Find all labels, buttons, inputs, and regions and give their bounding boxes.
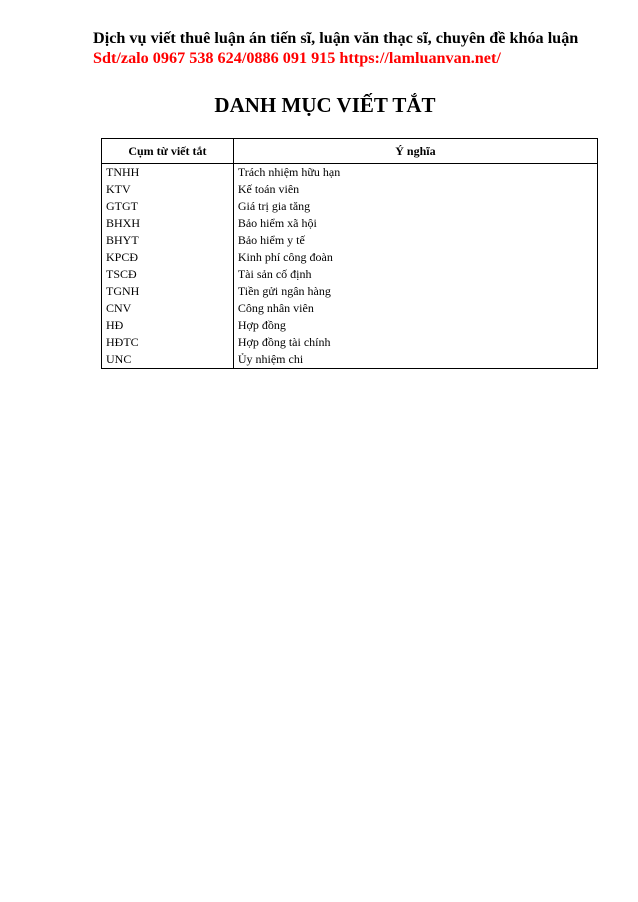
table-row [102, 198, 598, 215]
meaning-cell: Bảo hiểm xã hội [233, 215, 597, 232]
table-row [102, 266, 598, 283]
meaning-cell: Ủy nhiệm chi [233, 351, 597, 369]
abbreviation-cell: UNC [102, 351, 234, 369]
meaning-cell: Giá trị gia tăng [233, 198, 597, 215]
meaning-cell: Công nhân viên [233, 300, 597, 317]
table-row [102, 232, 598, 249]
column-header-meaning: Ý nghĩa [233, 139, 597, 164]
service-description: Dịch vụ viết thuê luận án tiến sĩ, luận văn thạc sĩ, chuyên đề khóa luận [93, 29, 579, 47]
column-header-abbreviation: Cụm từ viết tắt [102, 139, 234, 164]
table-row [102, 283, 598, 300]
document-title: DANH MỤC VIẾT TẮT [214, 93, 436, 117]
table-row [102, 181, 598, 198]
table-row [102, 317, 598, 334]
contact-info: Sdt/zalo 0967 538 624/0886 091 915 https://lamluanvan.net/ [93, 49, 501, 67]
page-header [93, 28, 593, 68]
table-header-row [102, 139, 598, 164]
abbreviation-cell: KTV [102, 181, 234, 198]
table-row [102, 300, 598, 317]
table-row [102, 164, 598, 182]
meaning-cell: Hợp đồng tài chính [233, 334, 597, 351]
table-row [102, 249, 598, 266]
meaning-cell: Kế toán viên [233, 181, 597, 198]
abbreviation-cell: HĐ [102, 317, 234, 334]
abbreviation-cell: TGNH [102, 283, 234, 300]
abbreviation-table [101, 138, 598, 369]
abbreviation-cell: HĐTC [102, 334, 234, 351]
abbreviation-cell: TSCĐ [102, 266, 234, 283]
meaning-cell: Trách nhiệm hữu hạn [233, 164, 597, 182]
meaning-cell: Tiền gửi ngân hàng [233, 283, 597, 300]
abbreviation-cell: KPCĐ [102, 249, 234, 266]
meaning-cell: Bảo hiểm y tế [233, 232, 597, 249]
abbreviation-cell: GTGT [102, 198, 234, 215]
table-row [102, 334, 598, 351]
meaning-cell: Hợp đồng [233, 317, 597, 334]
abbreviation-cell: BHXH [102, 215, 234, 232]
abbreviation-cell: TNHH [102, 164, 234, 182]
abbreviation-cell: BHYT [102, 232, 234, 249]
meaning-cell: Tài sản cố định [233, 266, 597, 283]
table-row [102, 351, 598, 369]
meaning-cell: Kinh phí công đoàn [233, 249, 597, 266]
abbreviation-cell: CNV [102, 300, 234, 317]
table-row [102, 215, 598, 232]
